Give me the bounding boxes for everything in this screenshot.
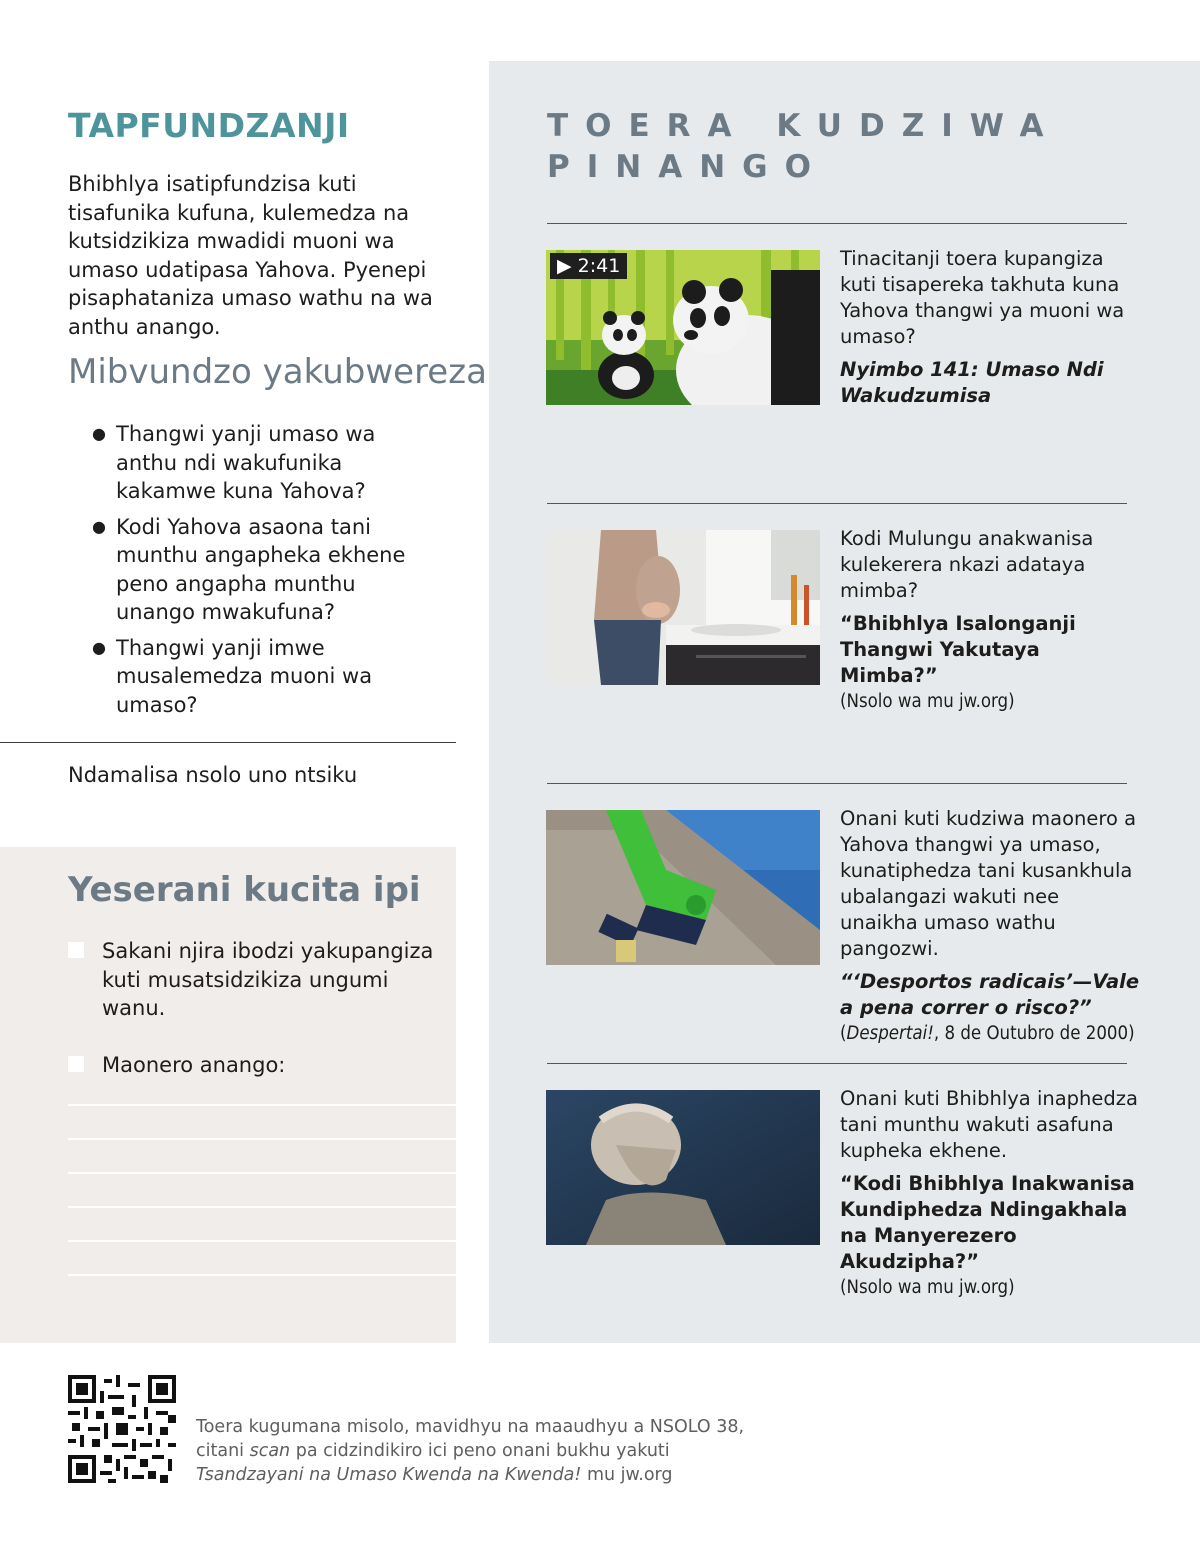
entry-title-link[interactable]: “Kodi Bhibhlya Inakwanisa Kundiphedza Ndingakhala na Manyerezero Akudzipha?”: [840, 1172, 1135, 1273]
rock-climber-photo: [546, 810, 820, 965]
learn-more-entry-3: [840, 806, 1140, 1047]
finished-date-label: Ndamalisa nsolo uno ntsiku: [68, 763, 358, 787]
checklist-item-other[interactable]: Maonero anango:: [68, 1051, 438, 1080]
entry-source: (Nsolo wa mu jw.org): [840, 691, 1015, 712]
try-this-heading: Yeserani kucita ipi: [68, 870, 421, 910]
footer-note: Toera kugumana misolo, mavidhyu na maaudhyu a NSOLO 38, citani scan pa cidzindikiro ici peno onani bukhu yakuti Tsandzayani na Umaso Kwenda na Kwenda! mu jw.org: [196, 1417, 745, 1485]
entry-title-link[interactable]: Nyimbo 141: Umaso Ndi Wakudzumisa: [840, 358, 1104, 407]
intro-paragraph: Bhibhlya isatipfundzisa kuti tisafunika kufuna, kulemedza na kutsidzikiza mwadidi muoni wa umaso udatipasa Yahova. Pyenepi pisaphataniza umaso wathu na wa anthu anango.: [68, 172, 433, 339]
qr-code-icon[interactable]: [68, 1375, 176, 1483]
divider: [0, 742, 456, 743]
write-line[interactable]: [68, 1104, 456, 1106]
entry-source: (Despertai!, 8 de Outubro de 2000): [840, 1023, 1135, 1044]
entry-source: (Nsolo wa mu jw.org): [840, 1277, 1015, 1298]
source-publication: Despertai!: [846, 1023, 934, 1044]
article-thumbnail-rock-climber[interactable]: [546, 810, 820, 965]
divider: [547, 783, 1127, 784]
sad-man-illustration: [546, 1090, 820, 1245]
write-line[interactable]: [68, 1206, 456, 1208]
checkbox-icon[interactable]: [68, 1056, 84, 1072]
entry-description: Onani kuti Bhibhlya inaphedza tani munthu wakuti asafuna kupheka ekhene.: [840, 1087, 1138, 1162]
write-line[interactable]: [68, 1240, 456, 1242]
section-heading-teaching: TAPFUNDZANJI: [68, 106, 350, 145]
entry-description: Tinacitanji toera kupangiza kuti tisapereka takhuta kuna Yahova thangwi ya muoni wa umaso?: [840, 247, 1125, 348]
learn-more-heading: TOERA KUDZIWA PINANGO: [547, 108, 1061, 185]
checkbox-icon[interactable]: [68, 942, 84, 958]
entry-title-link[interactable]: “‘Desportos radicais’—Vale a pena correr o risco?”: [840, 970, 1140, 1019]
article-thumbnail-sad-man[interactable]: [546, 1090, 820, 1245]
divider: [547, 223, 1127, 224]
write-line[interactable]: [68, 1274, 456, 1276]
entry-description: Onani kuti kudziwa maonero a Yahova thangwi ya umaso, kunatiphedza tani kusankhula ubalangazi wakuti nee unaikha umaso wathu pangozwi.: [840, 807, 1137, 960]
write-line[interactable]: [68, 1138, 456, 1140]
divider: [547, 1063, 1127, 1064]
checklist-item-goal[interactable]: Sakani njira ibodzi yakupangiza kuti musatsidzikiza ungumi wanu.: [68, 937, 438, 1023]
list-item: ● Kodi Yahova asaona tani munthu angapheka ekhene peno angapha munthu unango mwakufuna?: [92, 514, 406, 624]
list-item: ● Thangwi yanji umaso wa anthu ndi wakufunika kakamwe kuna Yahova?: [92, 422, 376, 503]
learn-more-entry-2: [840, 526, 1140, 715]
entry-title-link[interactable]: “Bhibhlya Isalonganji Thangwi Yakutaya Mimba?”: [840, 612, 1076, 687]
video-duration-badge: ▶ 2:41: [550, 253, 627, 279]
video-thumbnail-pandas[interactable]: [546, 250, 820, 405]
review-questions-heading: Mibvundzo yakubwereza: [68, 352, 487, 392]
bullet-icon: ●: [92, 637, 106, 657]
entry-description: Kodi Mulungu anakwanisa kulekerera nkazi adataya mimba?: [840, 527, 1094, 602]
article-thumbnail-pregnant-woman[interactable]: [546, 530, 820, 685]
bullet-icon: ●: [92, 516, 106, 536]
bullet-icon: ●: [92, 424, 106, 443]
list-item: ● Thangwi yanji imwe musalemedza muoni wa umaso?: [92, 635, 373, 717]
pregnant-woman-photo: [546, 530, 820, 685]
divider: [547, 503, 1127, 504]
write-line[interactable]: [68, 1172, 456, 1174]
learn-more-entry-4: [840, 1086, 1140, 1301]
review-questions-list: [90, 420, 440, 726]
learn-more-entry-1: [840, 246, 1140, 409]
qr-code-graphic: [68, 1375, 176, 1483]
try-this-panel: [0, 847, 456, 1343]
